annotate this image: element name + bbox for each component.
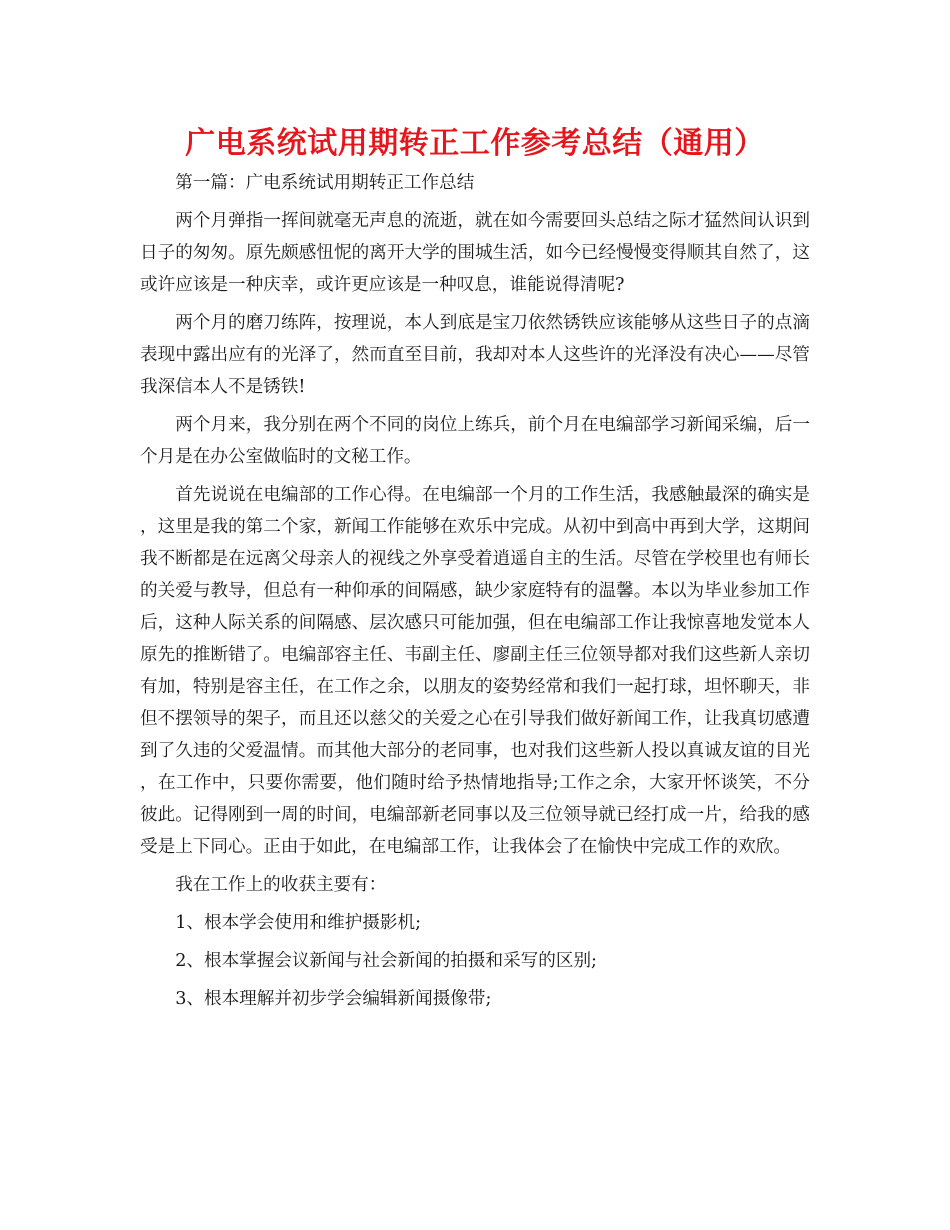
document-body: [140, 167, 810, 1021]
section-heading: 第一篇：广电系统试用期转正工作总结: [175, 173, 475, 193]
paragraph: 首先说说在电编部的工作心得。在电编部一个月的工作生活，我感触最深的确实是，这里是我的第二个家，新闻工作能够在欢乐中完成。从初中到高中再到大学，这期间我不断都是在远离父母亲人的视线之外享受着逍遥自主的生活。尽管在学校里也有师长的关爱与教导，但总有一种仰承的间隔感，缺少家庭特有的温馨。本以为毕业参加工作后，这种人际关系的间隔感、层次感只可能加强，但在电编部工作让我惊喜地发觉本人原先的推断错了。电编部容主任、韦副主任、廖副主任三位领导都对我们这些新人亲切有加，特别是容主任，在工作之余，以朋友的姿势经常和我们一起打球，坦怀聊天，非但不摆领导的架子，而且还以慈父的关爱之心在引导我们做好新闻工作，让我真切感遭到了久违的父爱温情。而其他大部分的老同事，也对我们这些新人投以真诚友谊的目光，在工作中，只要你需要，他们随时给予热情地指导;工作之余，大家开怀谈笑，不分彼此。记得刚到一周的时间，电编部新老同事以及三位领导就已经打成一片，给我的感受是上下同心。正由于如此，在电编部工作，让我体会了在愉快中完成工作的欢欣。: [140, 485, 810, 857]
paragraph: 两个月来，我分别在两个不同的岗位上练兵，前个月在电编部学习新闻采编，后一个月是在办公室做临时的文秘工作。: [140, 415, 810, 467]
list-item: 3、根本理解并初步学会编辑新闻摄像带;: [175, 989, 492, 1009]
list-item: 1、根本学会使用和维护摄影机;: [175, 913, 422, 933]
paragraph: 两个月弹指一挥间就毫无声息的流逝，就在如今需要回头总结之际才猛然间认识到日子的匆匆。原先颇感忸怩的离开大学的围城生活，如今已经慢慢变得顺其自然了，这或许应该是一种庆幸，或许更应该是一种叹息，谁能说得清呢?: [140, 211, 810, 295]
list-item: 2、根本掌握会议新闻与社会新闻的拍摄和采写的区别;: [175, 951, 597, 971]
paragraph: 我在工作上的收获主要有：: [175, 875, 387, 895]
document-title: 广电系统试用期转正工作参考总结（通用）: [185, 126, 765, 161]
paragraph: 两个月的磨刀练阵，按理说，本人到底是宝刀依然锈铁应该能够从这些日子的点滴表现中露出应有的光泽了，然而直至目前，我却对本人这些许的光泽没有决心——尽管我深信本人不是锈铁!: [140, 313, 810, 397]
